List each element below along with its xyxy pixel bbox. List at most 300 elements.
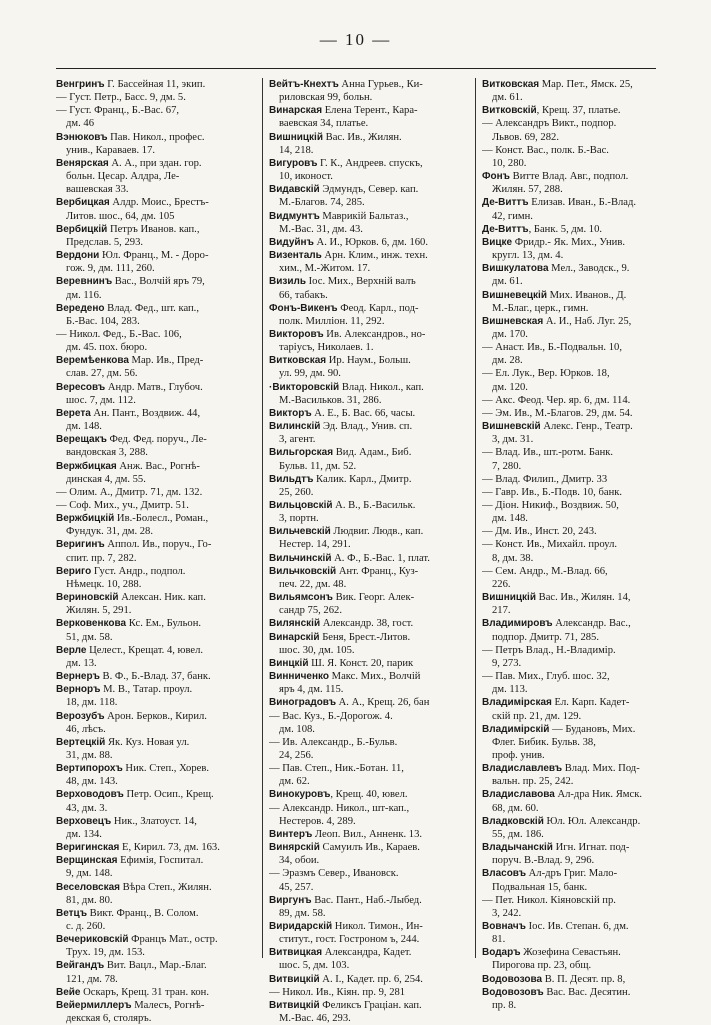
entry-line-continued: 8, дм. 38. [492,552,534,564]
directory-entry [482,486,684,499]
directory-entry [269,986,471,999]
entry-surname: Винниченко [269,671,329,683]
directory-entry [56,354,258,380]
entry-surname: Викторовъ [269,328,324,340]
entry-line-first: Визиль Іос. Мих., Верхній валъ [269,276,416,288]
directory-entry [482,446,684,472]
entry-surname: Вербицкій [56,223,108,235]
entry-line-first: ·Викторовскій Влад. Никол., кап. [269,381,424,393]
directory-entry [482,696,684,722]
entry-line-first: Вересовъ Андр. Матв., Глубоч. [56,381,203,393]
directory-entry [56,275,258,301]
entry-surname: Витвицкій [269,973,320,985]
entry-line-continued: 18, дм. 118. [66,697,118,709]
directory-entry [482,920,684,946]
directory-entry [56,788,258,814]
entry-surname: Владимірская [482,697,552,709]
entry-line-continued: хим., М.-Житом. 17. [279,263,371,275]
entry-line-first: Вернеръ В. Ф., Б.-Влад. 37, банк. [56,671,211,683]
entry-surname: Венгринъ [56,79,105,90]
column-divider-2 [475,78,476,958]
entry-line-continued: дм. 148. [66,421,102,433]
directory-entry [482,946,684,972]
entry-line-continued: 68, дм. 60. [492,802,539,814]
entry-surname: Вейе [56,986,81,998]
entry-line-first: Вильдтъ Калик. Карл., Дмитр. [269,473,412,485]
entry-surname: Вилинскій [269,421,321,433]
entry-surname: Витковскій [482,105,537,117]
entry-line-continued: 3, портн. [279,513,319,525]
entry-line-first: Вишницкій Вас. Ив., Жилян. [269,131,402,143]
directory-entry [482,973,684,986]
directory-entry [269,407,471,420]
entry-line-first: — Вас. Куз., Б.-Дорогож. 4. [269,710,393,722]
entry-surname: Визенталь [269,250,322,262]
directory-entry [56,512,258,538]
entry-line-continued: полк. Милліон. 11, 292. [279,315,385,327]
entry-line-first: Видмунтъ Маврикій Бальтаз., [269,210,409,222]
entry-line-continued: 3, агент. [279,434,316,446]
entry-line-continued: дм. 61. [492,276,523,288]
entry-surname: Владиславлевъ [482,763,563,775]
entry-line-first: Виргунъ Вас. Пант., Наб.-Лыбед. [269,894,422,906]
entry-line-first: — Пав. Степ., Ник.-Ботан. 11, [269,763,404,775]
directory-entry [482,670,684,696]
entry-surname: Винцкій [269,657,309,669]
directory-entry [482,525,684,538]
directory-entry [269,157,471,183]
directory-entry [269,973,471,986]
entry-line-continued: 9, 273. [492,657,522,669]
entry-surname: Вечериковскій [56,934,129,946]
directory-entry [269,565,471,591]
entry-surname: Вишневецкій [482,289,547,301]
entry-line-continued: 10, иконост. [279,171,333,183]
entry-line-continued: 51, дм. 58. [66,631,113,643]
entry-line-continued: сандр 75, 262. [279,605,342,617]
directory-entry [269,617,471,630]
entry-line-first: — Конст. Вас., полк. Б.-Вас. [482,144,609,156]
directory-entry [269,525,471,551]
directory-entry [56,249,258,275]
directory-entry [482,104,684,117]
entry-surname: Вериго [56,565,92,577]
entry-surname: Верета [56,407,91,419]
entry-surname: Вередено [56,302,105,314]
directory-entry [482,565,684,591]
entry-surname: Вишкулатова [482,263,549,275]
entry-line-continued: дм. 116. [66,289,102,301]
entry-line-continued: 48, дм. 143. [66,776,118,788]
entry-surname: Веремѣенкова [56,355,129,367]
entry-surname: Вильцовскій [269,500,333,511]
entry-line-first: — Эм. Ив., М.-Благов. 29, дм. 54. [482,407,633,419]
directory-entry [56,499,258,512]
entry-line-first: Винарская Елена Терент., Кара- [269,105,418,117]
entry-line-first: Вишневецкій Мих. Иванов., Д. [482,289,627,301]
directory-entry [482,815,684,841]
directory-column-1 [56,78,258,1025]
entry-line-first: — Анаст. Ив., Б.-Подвальн. 10, [482,342,622,354]
entry-surname: Верозубъ [56,710,105,722]
directory-entry [269,183,471,209]
entry-surname: Виргунъ [269,894,312,906]
directory-column-2 [269,78,471,1025]
entry-line-continued: унив., Караваев. 17. [66,144,156,156]
entry-surname: Ветцъ [56,907,87,919]
entry-line-continued: 9, дм. 148. [66,868,113,880]
entry-line-first: — Никол. Фед., Б.-Вас. 106, [56,328,182,340]
entry-line-first: Вержбицкая Анж. Вас., Рогнѣ- [56,460,200,472]
entry-line-first: — Конст. Ив., Михайл. проул. [482,539,618,551]
entry-line-first: — Густ. Петр., Басс. 9, дм. 5. [56,92,186,104]
entry-line-continued: подпор. Дмитр. 71, 285. [492,631,599,643]
entry-line-continued: 46, лѣсъ. [66,723,106,735]
directory-entry [56,565,258,591]
entry-line-continued: М.-Благ., церк., гимн. [492,302,589,314]
entry-line-continued: дм. 13. [66,657,97,669]
entry-line-first: — Олим. А., Дмитр. 71, дм. 132. [56,486,203,498]
directory-entry [482,841,684,867]
entry-line-continued: вандовская 3, 288. [66,447,148,459]
directory-entry [56,104,258,130]
entry-line-continued: Трух. 19, дм. 153. [66,947,145,959]
entry-line-first: Владиславлевъ Влад. Мих. Под- [482,763,640,775]
entry-line-first: Венгринъ Г. Бассейная 11, экип. [56,79,206,90]
directory-entry [482,420,684,446]
entry-line-first: Владиславова Ал-дра Ник. Ямск. [482,789,642,801]
entry-surname: Винярскій [269,842,320,854]
entry-line-continued: Б.-Вас. 104, 283. [66,315,140,327]
directory-entry [56,959,258,985]
entry-surname: Власовъ [482,868,526,880]
entry-line-continued: Жилян. 57, 288. [492,184,563,196]
entry-line-first: Верховецъ Ник., Златоуст. 14, [56,815,197,827]
entry-line-continued: дм. 170. [492,328,528,340]
entry-surname: Вишницкій [482,592,536,604]
entry-line-first: Де-Виттъ Елизав. Иван., Б.-Влад. [482,197,637,209]
entry-line-continued: Подвальная 15, банк. [492,881,588,893]
directory-entry [482,236,684,262]
entry-line-first: Верноръ М. В., Татар. проул. [56,684,193,696]
entry-surname: Фонъ [482,171,510,183]
entry-surname: Вердони [56,250,100,262]
entry-surname: Владимірскій [482,723,550,735]
entry-line-first: Вильцовскій А. В., Б.-Васильк. [269,500,416,511]
directory-entry [269,473,471,499]
entry-surname: Вигуровъ [269,157,318,169]
entry-line-first: — Петръ Влад., Н.-Владимір. [482,644,616,656]
entry-line-first: Вередено Влад. Фед., шт. кап., [56,302,199,314]
entry-line-first: Вишкулатова Мел., Заводск., 9. [482,263,630,275]
entry-surname: Вержбицкій [56,513,115,525]
entry-surname: Викторъ [269,407,312,419]
entry-line-first: Верещакъ Фед. Фед. поруч., Ле- [56,434,207,446]
directory-entry [269,841,471,867]
directory-entry [482,788,684,814]
entry-surname: Верноръ [56,684,101,696]
entry-line-first: — Пав. Мих., Глуб. шос. 32, [482,671,610,683]
directory-entry [482,617,684,643]
entry-line-continued: больн. Цесар. Алдра, Ле- [66,171,180,183]
directory-entry [269,946,471,972]
entry-surname: Венярская [56,157,109,169]
entry-line-first: — Соф. Мих., уч., Дмитр. 51. [56,500,189,511]
directory-entry [482,315,684,341]
entry-surname: Фонъ-Викенъ [269,302,338,314]
entry-line-first: Винарскій Беня, Брест.-Литов. [269,631,411,643]
entry-line-continued: 25, 260. [279,486,314,498]
entry-line-continued: риловская 99, больн. [279,92,373,104]
entry-line-first: Верковенкова Кс. Ем., Бульон. [56,618,202,630]
entry-line-first: Вейермиллеръ Малесъ, Рогнѣ- [56,999,205,1011]
entry-line-continued: М.-Васильков. 31, 286. [279,394,382,406]
entry-line-first: Венярская А. А., при здан. гор. [56,157,202,169]
entry-line-first: Вовначъ Іос. Ив. Степан. 6, дм. [482,921,629,932]
entry-line-continued: дм. 28. [492,355,523,367]
entry-line-continued: 34, обои. [279,855,320,867]
entry-line-continued: гож. 9, дм. 111, 260. [66,263,155,275]
directory-entry [56,591,258,617]
entry-line-first: Веригинъ Аппол. Ив., поруч., Го- [56,539,212,551]
directory-entry [56,907,258,933]
directory-entry [269,210,471,236]
entry-surname: Видуйнъ [269,236,314,248]
entry-line-continued: шос. 30, дм. 105. [279,644,355,656]
entry-line-continued: динская 4, дм. 55. [66,473,146,485]
entry-line-first: Вейе Оскаръ, Крещ. 31 тран. кон. [56,986,209,998]
entry-line-first: — Сем. Андр., М.-Влад. 66, [482,565,608,577]
directory-entry [269,736,471,762]
entry-line-first: — Влад. Филип., Дмитр. 33 [482,473,608,485]
directory-entry [56,91,258,104]
entry-line-first: Фонъ Витте Влад. Авг., подпол. [482,171,629,183]
directory-entry [482,341,684,367]
directory-entry [482,894,684,920]
entry-line-continued: Львов. 69, 282. [492,131,559,143]
entry-surname: Вовначъ [482,921,526,932]
entry-line-continued: дм. 61. [492,92,523,104]
entry-line-first: Вилинскій Эд. Влад., Унив. сп. [269,421,413,433]
directory-entry [269,552,471,565]
entry-surname: Вэнюковъ [56,131,108,143]
entry-surname: Верховодовъ [56,789,124,801]
directory-entry [482,867,684,893]
entry-surname: Виридарскій [269,921,333,932]
entry-surname: Веригинская [56,842,120,854]
directory-entry [269,302,471,328]
entry-surname: Вербицкая [56,197,110,209]
directory-entry [56,223,258,249]
entry-surname: Водаръ [482,947,521,959]
directory-entry [56,986,258,999]
entry-surname: Витковская [269,355,327,367]
entry-line-continued: 7, 280. [492,460,522,472]
entry-line-first: Владимірская Ел. Карп. Кадет- [482,697,630,709]
entry-surname: Вишневская [482,315,544,327]
entry-line-first: Визенталь Арн. Клим., инж. техн. [269,250,428,262]
entry-line-first: Верозубъ Арон. Берков., Кирил. [56,710,207,722]
entry-surname: Верщинская [56,855,118,867]
entry-line-first: Винниченко Макс. Мих., Волчій [269,671,421,683]
entry-surname: Вильчинскій [269,552,332,564]
directory-entry [56,854,258,880]
entry-line-continued: дм. 62. [279,776,310,788]
entry-surname: Вильчевскій [269,526,331,538]
directory-entry [482,538,684,564]
entry-line-first: Веселовская Вѣра Степ., Жилян. [56,881,212,893]
directory-entry [56,881,258,907]
entry-line-continued: Нѣмецк. 10, 288. [66,578,142,590]
entry-line-first: Винярскій Самуилъ Ив., Караев. [269,842,420,854]
entry-line-first: Винцкій Ш. Я. Конст. 20, парик [269,657,414,669]
entry-line-first: Викторовъ Ив. Александров., но- [269,328,426,340]
entry-line-first: Водовозовъ Вас. Вас. Десятин. [482,986,631,998]
entry-line-continued: дм. 113. [492,684,528,696]
directory-entry [482,644,684,670]
entry-line-continued: проф. унив. [492,749,545,761]
entry-line-continued: ваевская 34, платье. [279,118,369,130]
entry-surname: Вишницкій [269,131,323,143]
entry-line-first: Видуйнъ А. И., Юрков. 6, дм. 160. [269,236,428,248]
column-divider-1 [262,78,263,958]
entry-surname: Верещакъ [56,434,107,446]
entry-line-first: — Акс. Феод. Чер. яр. 6, дм. 114. [482,394,631,406]
entry-surname: Владимировъ [482,618,553,630]
entry-line-continued: 55, дм. 186. [492,828,544,840]
entry-line-continued: 3, дм. 31. [492,434,534,446]
top-rule [56,68,656,69]
entry-surname: Верховецъ [56,815,112,827]
entry-line-first: Владычанскій Игн. Игнат. под- [482,842,630,854]
entry-line-continued: дм. 148. [492,513,528,525]
entry-surname: Витвицкій [269,999,320,1011]
entry-line-first: Вертецкій Як. Куз. Новая ул. [56,736,190,748]
entry-line-continued: скій пр. 21, дм. 129. [492,710,582,722]
entry-line-first: Винтеръ Леоп. Вил., Анненк. 13. [269,828,423,840]
directory-entry [482,473,684,486]
entry-line-first: Власовъ Ал-дръ Григ. Мало- [482,868,618,880]
entry-surname: Веселовская [56,881,120,893]
entry-line-continued: дм. 45. пох. бюро. [66,342,148,354]
directory-entry [56,538,258,564]
directory-entry [269,381,471,407]
directory-entry [482,499,684,525]
entry-line-continued: яръ 4, дм. 115. [279,684,344,696]
entry-line-first: Вериновскій Алексан. Ник. кап. [56,592,206,604]
entry-line-first: Витковская Ир. Наум., Больш. [269,355,411,367]
entry-surname: Владиславова [482,789,555,801]
directory-entry [269,920,471,946]
entry-surname: Вериновскій [56,592,119,604]
entry-surname: Витковская [482,79,540,90]
directory-entry [56,644,258,670]
entry-line-first: Верле Целест., Крещат. 4, ювел. [56,644,204,656]
entry-line-continued: 81. [492,934,506,946]
entry-line-continued: Флег. Бибик. Бульв. 38, [492,736,596,748]
entry-line-continued: 121, дм. 78. [66,973,118,985]
entry-line-first: — Влад. Ив., шт.-ротм. Банк. [482,447,614,459]
entry-line-continued: поруч. В.-Влад. 9, 296. [492,855,595,867]
entry-line-first: Вильчевскій Людвиг. Людв., кап. [269,526,424,538]
entry-line-first: Витковскій, Крещ. 37, платье. [482,105,621,117]
entry-line-continued: 10, 280. [492,157,527,169]
directory-entry [56,933,258,959]
entry-surname: Винокуровъ [269,789,331,801]
entry-line-continued: Нестер. 14, 291. [279,539,351,551]
directory-entry [269,762,471,788]
entry-surname: Вересовъ [56,381,106,393]
entry-surname: Владычанскій [482,842,553,854]
entry-line-first: — Ел. Лук., Вер. Юрков. 18, [482,368,610,380]
entry-line-continued: декская 6, столяръ. [66,1013,152,1025]
entry-line-first: Ветцъ Викт. Франц., В. Солом. [56,907,199,919]
entry-surname: Верковенкова [56,618,127,630]
directory-entry [482,762,684,788]
entry-line-first: — Эразмъ Север., Ивановск. [269,868,399,880]
entry-line-first: Вербицкая Алдр. Моис., Брестъ- [56,197,209,209]
entry-surname: Вертипорохъ [56,763,123,775]
entry-line-first: — Ив. Александр., Б.-Бульв. [269,736,398,748]
directory-entry [56,670,258,683]
entry-line-continued: спит. пр. 7, 282. [66,552,137,564]
entry-line-continued: 89, дм. 58. [279,907,326,919]
entry-line-first: Витвицкая Александра, Кадет. [269,947,412,959]
entry-line-continued: 217. [492,605,511,617]
entry-line-continued: кругл. 13, дм. 4. [492,250,564,262]
directory-column-3 [482,78,684,1012]
entry-surname: Видавскій [269,184,320,196]
entry-line-first: Вильчинскій А. Ф., Б.-Вас. 1, плат. [269,552,430,564]
directory-entry [482,591,684,617]
entry-surname: Вильдтъ [269,473,314,485]
entry-line-continued: ул. 99, дм. 90. [279,368,341,380]
entry-line-continued: Пирогова пр. 23, общ. [492,960,592,972]
entry-line-first: Водаръ Жозефина Севастьян. [482,947,621,959]
entry-line-continued: шос. 7, дм. 112. [66,394,136,406]
entry-line-continued: с. д. 260. [66,921,106,932]
directory-entry [269,802,471,828]
directory-entry [56,302,258,328]
directory-entry [56,196,258,222]
entry-line-continued: 3, 242. [492,907,522,919]
entry-line-first: Вильгорская Вид. Адам., Биб. [269,447,412,459]
entry-line-first: Вэнюковъ Пав. Никол., профес. [56,131,205,143]
directory-entry [482,144,684,170]
directory-entry [56,762,258,788]
entry-line-continued: ститут., гост. Гостроном ъ, 244. [279,934,420,946]
entry-line-first: — Гавр. Ив., Б.-Подв. 10, банк. [482,486,623,498]
entry-line-first: Владимірскій — Будановъ, Мих. [482,723,636,735]
entry-surname: Вейгандъ [56,960,105,972]
directory-entry [269,999,471,1025]
entry-line-continued: 81, дм. 80. [66,894,113,906]
entry-surname: Винтеръ [269,828,313,840]
entry-line-continued: дм. 120. [492,381,528,393]
entry-surname: Виноградовъ [269,697,336,709]
entry-surname: Веригинъ [56,539,105,551]
directory-entry [269,328,471,354]
directory-entry [269,894,471,920]
entry-surname: Вержбицкая [56,460,117,472]
directory-entry [269,275,471,301]
directory-entry [269,78,471,104]
directory-entry [269,249,471,275]
entry-line-first: Вериго Густ. Андр., подпол. [56,565,186,577]
directory-entry [56,815,258,841]
entry-line-continued: шос. 5, дм. 103. [279,960,350,972]
entry-line-first: Водовозова В. П. Десят. пр. 8, [482,973,626,985]
